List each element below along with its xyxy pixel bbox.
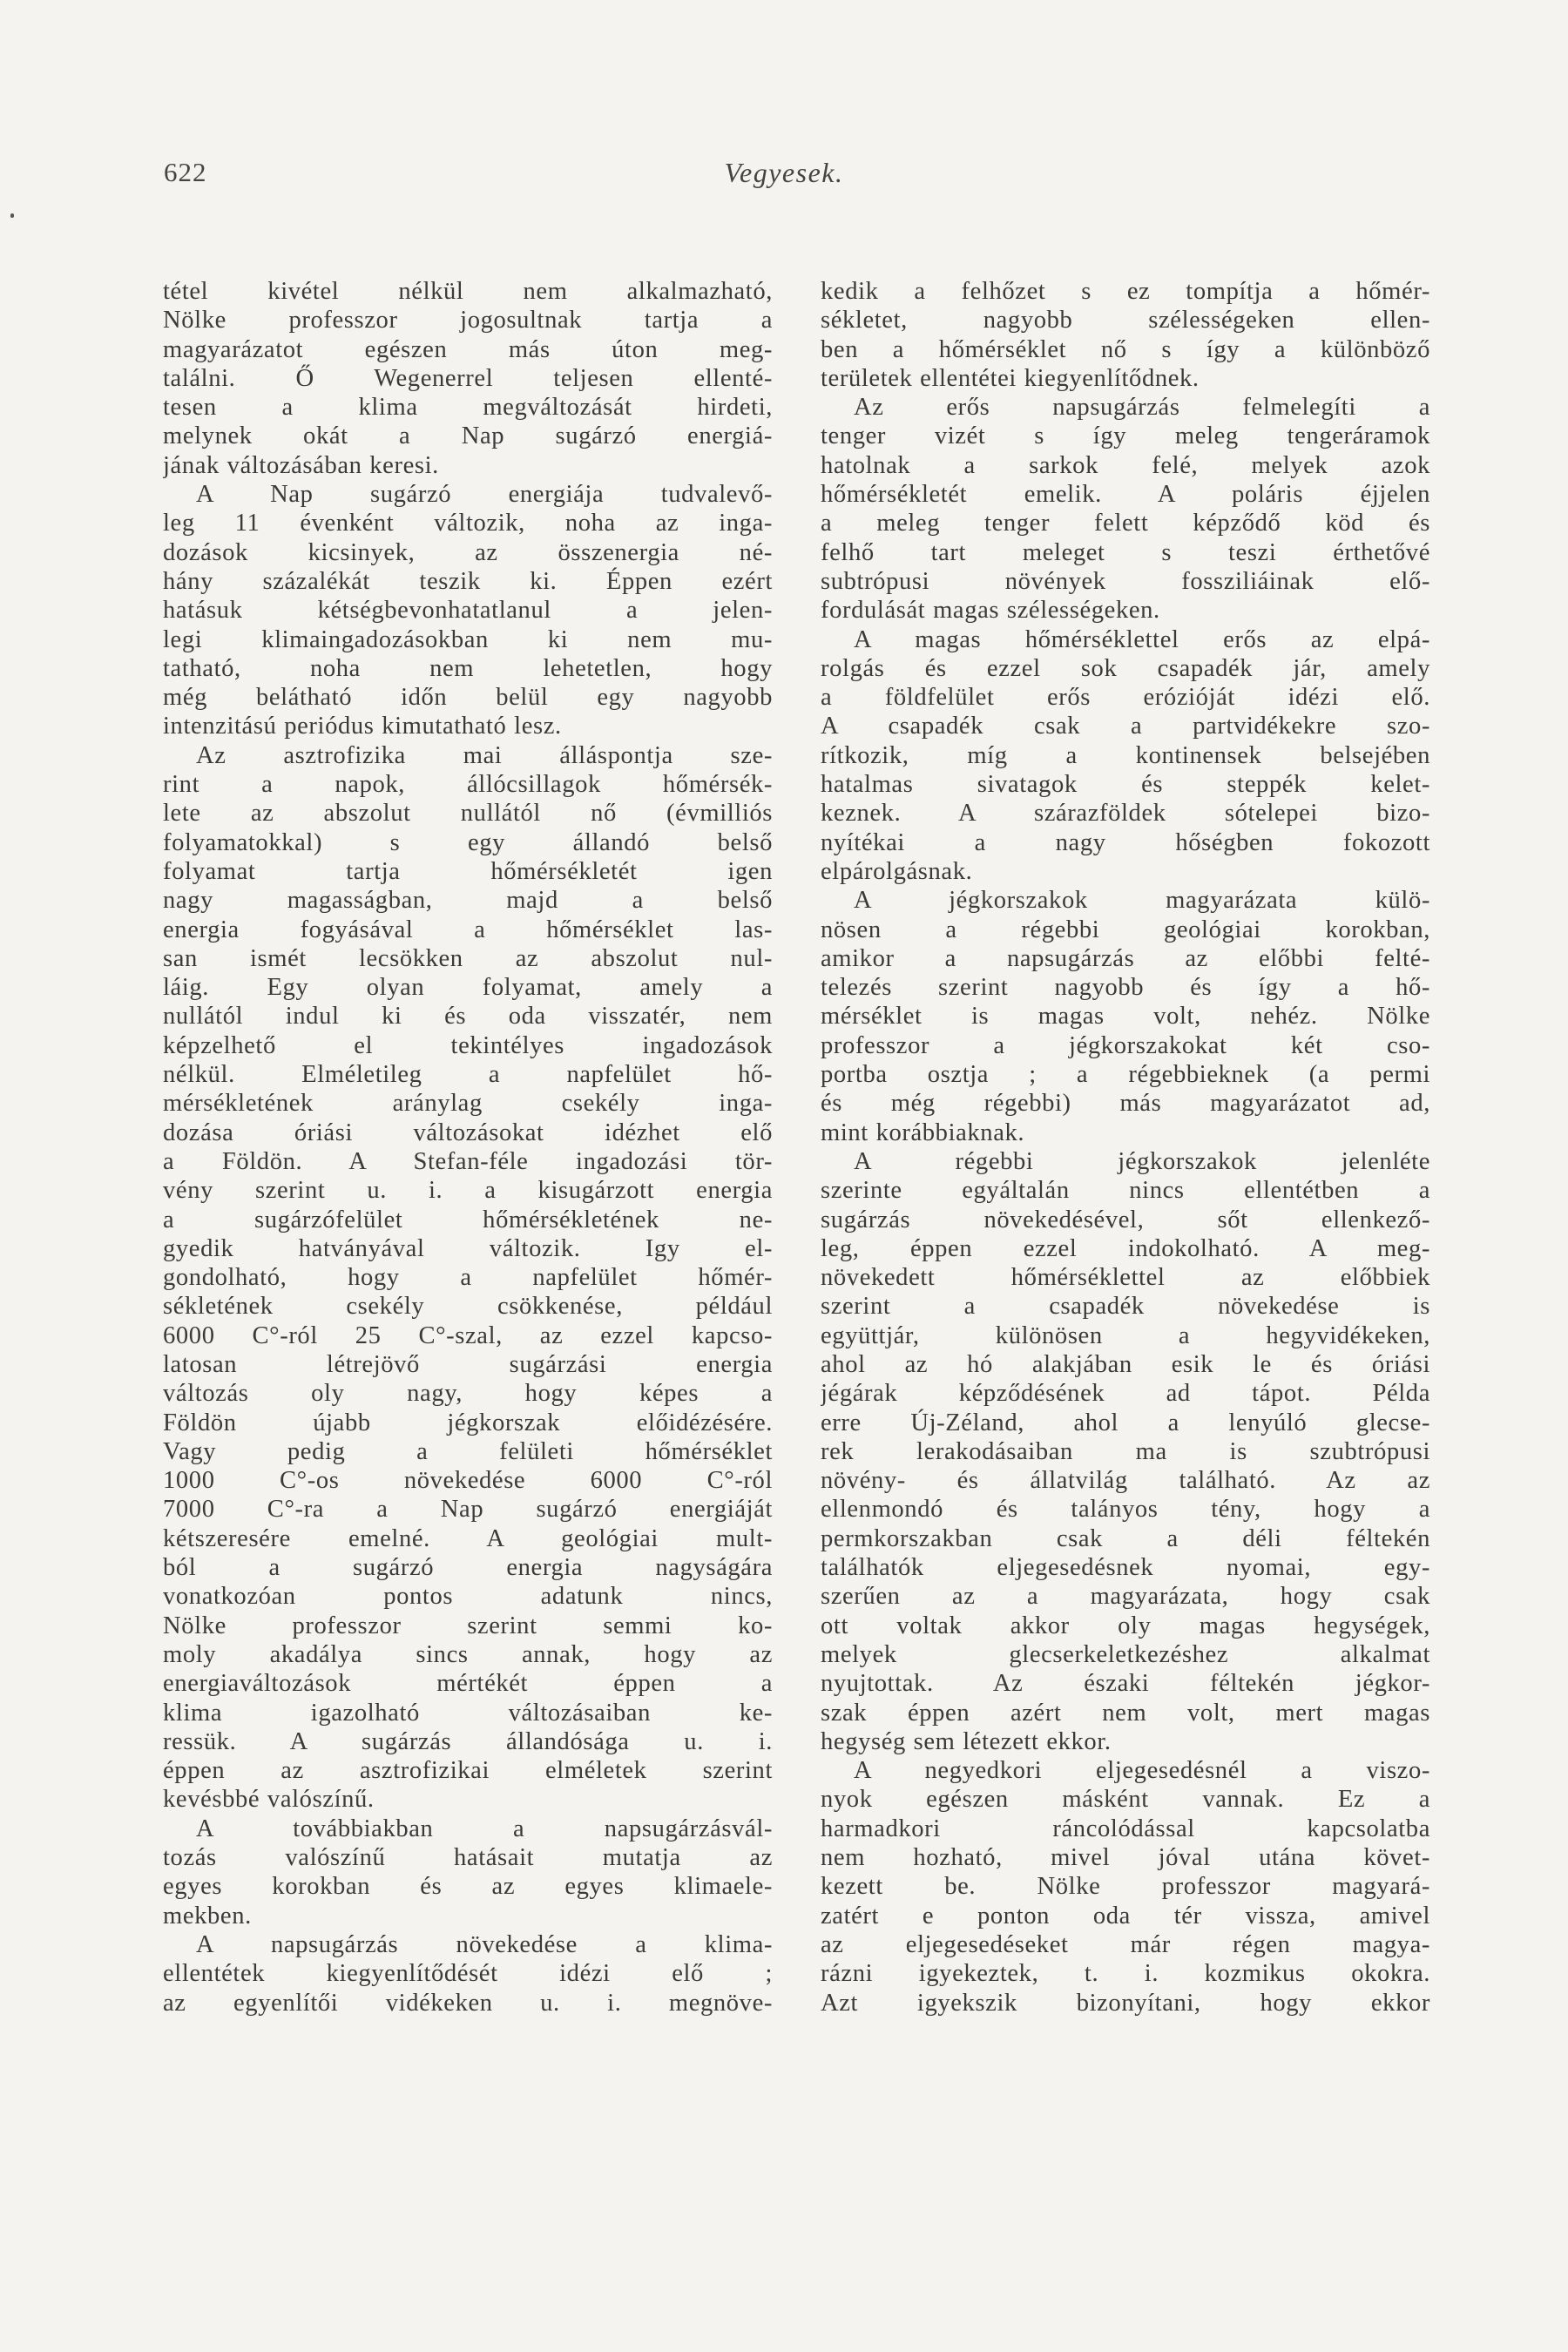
text-line: tatható, noha nem lehetetlen, hogy xyxy=(163,654,773,682)
text-line: intenzitású periódus kimutatható lesz. xyxy=(163,713,562,740)
text-line: melynek okát a Nap sugárzó energiá- xyxy=(163,422,773,450)
text-line: hány százalékát teszik ki. Éppen ezért xyxy=(163,567,773,595)
text-line: nyítékai a nagy hőségben fokozott xyxy=(821,828,1430,856)
text-line: ellentétek kiegyenlítődését idézi elő ; xyxy=(163,1960,773,1988)
text-line: klima igazolható változásaiban ke- xyxy=(163,1699,773,1727)
text-line: tétel kivétel nélkül nem alkalmazható, xyxy=(163,278,773,305)
text-line: A régebbi jégkorszakok jelenléte xyxy=(854,1147,1430,1175)
text-line: nösen a régebbi geológiai korokban, xyxy=(821,916,1430,943)
text-line: rázni igyekeztek, t. i. kozmikus okokra. xyxy=(821,1960,1430,1988)
text-line: nyujtottak. Az északi féltekén jégkor- xyxy=(821,1670,1430,1698)
text-line: subtrópusi növények fossziliáinak elő- xyxy=(821,567,1430,595)
text-line: területek ellentétei kiegyenlítődnek. xyxy=(821,364,1200,392)
text-line: zatért e ponton oda tér vissza, amivel xyxy=(821,1902,1430,1930)
text-line: ressük. A sugárzás állandósága u. i. xyxy=(163,1727,773,1755)
text-line: folyamat tartja hőmérsékletét igen xyxy=(163,857,773,885)
margin-speck xyxy=(10,213,14,218)
text-line: san ismét lecsökken az abszolut nul- xyxy=(163,944,773,972)
text-line: folyamatokkal) s egy állandó belső xyxy=(163,828,773,856)
text-line: tesen a klima megváltozását hirdeti, xyxy=(163,394,773,422)
text-line: erre Új-Zéland, ahol a lenyúló glecse- xyxy=(821,1409,1430,1436)
text-line: mint korábbiaknak. xyxy=(821,1119,1025,1146)
text-line: láig. Egy olyan folyamat, amely a xyxy=(163,974,773,1002)
text-line: professzor a jégkorszakokat két cso- xyxy=(821,1031,1430,1059)
text-line: rek lerakodásaiban ma is szubtrópusi xyxy=(821,1437,1430,1465)
text-line: éppen az asztrofizikai elméletek szerint xyxy=(163,1757,773,1785)
text-line: nem hozható, mivel jóval utána követ- xyxy=(821,1844,1430,1872)
text-line: leg, éppen ezzel indokolható. A meg- xyxy=(821,1234,1430,1262)
text-line: permkorszakban csak a déli féltekén xyxy=(821,1524,1430,1552)
text-line: A jégkorszakok magyarázata külö- xyxy=(854,887,1430,915)
text-line: jégárak képződésének ad tápot. Példa xyxy=(821,1380,1430,1408)
text-line: kedik a felhőzet s ez tompítja a hőmér- xyxy=(821,278,1430,305)
text-line: találhatók eljegesedésnek nyomai, egy- xyxy=(821,1554,1430,1582)
text-line: Az asztrofizika mai álláspontja sze- xyxy=(196,741,773,769)
text-line: kevésbbé valószínű. xyxy=(163,1786,375,1814)
text-line: fordulását magas szélességeken. xyxy=(821,597,1160,625)
text-line: dozása óriási változásokat idézhet elő xyxy=(163,1119,773,1146)
text-line: gyedik hatványával változik. Igy el- xyxy=(163,1234,773,1262)
text-line: az egyenlítői vidékeken u. i. megnöve- xyxy=(163,1989,773,2017)
text-line: mérsékletének aránylag csekély inga- xyxy=(163,1090,773,1118)
text-line: ellenmondó és talányos tény, hogy a xyxy=(821,1496,1430,1524)
text-line: energiaváltozások mértékét éppen a xyxy=(163,1670,773,1698)
text-line: vény szerint u. i. a kisugárzott energia xyxy=(163,1177,773,1205)
text-line: A csapadék csak a partvidékekre szo- xyxy=(821,713,1430,740)
text-line: 6000 C°-ról 25 C°-szal, az ezzel kapcso- xyxy=(163,1321,773,1349)
text-line: telezés szerint nagyobb és így a hő- xyxy=(821,974,1430,1002)
text-line: mérséklet is magas volt, nehéz. Nölke xyxy=(821,1003,1430,1031)
text-line: A magas hőmérséklettel erős az elpá- xyxy=(854,625,1430,653)
text-line: ott voltak akkor oly magas hegységek, xyxy=(821,1612,1430,1639)
text-line: Vagy pedig a felületi hőmérséklet xyxy=(163,1437,773,1465)
text-line: A napsugárzás növekedése a klima- xyxy=(196,1930,773,1958)
text-line: együttjár, különösen a hegyvidékeken, xyxy=(821,1321,1430,1349)
text-line: leg 11 évenként változik, noha az inga- xyxy=(163,510,773,537)
text-line: növekedett hőmérséklettel az előbbiek xyxy=(821,1264,1430,1292)
text-line: nagy magasságban, majd a belső xyxy=(163,887,773,915)
text-line: A Nap sugárzó energiája tudvalevő- xyxy=(196,481,773,509)
text-line: nullától indul ki és oda visszatér, nem xyxy=(163,1003,773,1031)
text-line: gondolható, hogy a napfelület hőmér- xyxy=(163,1264,773,1292)
text-line: találni. Ő Wegenerrel teljesen ellenté- xyxy=(163,364,773,392)
text-line: szak éppen azért nem volt, mert magas xyxy=(821,1699,1430,1727)
text-line: vonatkozóan pontos adatunk nincs, xyxy=(163,1583,773,1611)
text-line: elpárolgásnak. xyxy=(821,857,973,885)
text-line: 1000 C°-os növekedése 6000 C°-ról xyxy=(163,1467,773,1495)
text-line: képzelhető el tekintélyes ingadozások xyxy=(163,1031,773,1059)
text-line: rint a napok, állócsillagok hőmérsék- xyxy=(163,771,773,799)
text-line: legi klimaingadozásokban ki nem mu- xyxy=(163,625,773,653)
text-line: lete az abszolut nullától nő (évmilliós xyxy=(163,800,773,828)
text-line: magyarázatot egészen más úton meg- xyxy=(163,335,773,363)
text-line: sékletet, nagyobb szélességeken ellen- xyxy=(821,307,1430,335)
text-line: a Földön. A Stefan-féle ingadozási tör- xyxy=(163,1147,773,1175)
left-column xyxy=(163,277,773,2228)
text-line: a meleg tenger felett képződő köd és xyxy=(821,510,1430,537)
text-line: sugárzás növekedésével, sőt ellenkező- xyxy=(821,1206,1430,1233)
text-line: A továbbiakban a napsugárzásvál- xyxy=(196,1815,773,1842)
text-line: Azt igyekszik bizonyítani, hogy ekkor xyxy=(821,1989,1430,2017)
text-line: nyok egészen másként vannak. Ez a xyxy=(821,1786,1430,1814)
text-line: hatalmas sivatagok és steppék kelet- xyxy=(821,771,1430,799)
text-line: energia fogyásával a hőmérséklet las- xyxy=(163,916,773,943)
text-line: latosan létrejövő sugárzási energia xyxy=(163,1350,773,1378)
running-title: Vegyesek. xyxy=(724,157,844,188)
text-line: jának változásában keresi. xyxy=(163,451,439,479)
text-line: szerinte egyáltalán nincs ellentétben a xyxy=(821,1177,1430,1205)
text-line: Nölke professzor jogosultnak tartja a xyxy=(163,307,773,335)
page-header xyxy=(164,157,1404,192)
text-line: és még régebbi) más magyarázatot ad, xyxy=(821,1090,1430,1118)
text-line: keznek. A szárazföldek sótelepei bizo- xyxy=(821,800,1430,828)
text-line: dozások kicsinyek, az összenergia né- xyxy=(163,538,773,566)
text-line: portba osztja ; a régebbieknek (a permi xyxy=(821,1061,1430,1089)
text-line: Az erős napsugárzás felmelegíti a xyxy=(854,394,1430,422)
text-line: tozás valószínű hatásait mutatja az xyxy=(163,1844,773,1872)
text-line: nélkül. Elméletileg a napfelület hő- xyxy=(163,1061,773,1089)
page-number: 622 xyxy=(164,157,207,187)
text-line: hatolnak a sarkok felé, melyek azok xyxy=(821,451,1430,479)
text-line: moly akadálya sincs annak, hogy az xyxy=(163,1640,773,1668)
text-line: Földön újabb jégkorszak előidézésére. xyxy=(163,1409,773,1436)
text-line: szerint a csapadék növekedése is xyxy=(821,1293,1430,1321)
text-line: felhő tart meleget s teszi érthetővé xyxy=(821,538,1430,566)
text-line: szerűen az a magyarázata, hogy csak xyxy=(821,1583,1430,1611)
text-line: ahol az hó alakjában esik le és óriási xyxy=(821,1350,1430,1378)
text-line: kétszeresére emelné. A geológiai mult- xyxy=(163,1524,773,1552)
text-line: rolgás és ezzel sok csapadék jár, amely xyxy=(821,654,1430,682)
text-line: 7000 C°-ra a Nap sugárzó energiáját xyxy=(163,1496,773,1524)
text-line: hőmérsékletét emelik. A poláris éjjelen xyxy=(821,481,1430,509)
text-line: változás oly nagy, hogy képes a xyxy=(163,1380,773,1408)
text-line: a földfelület erős erózióját idézi elő. xyxy=(821,684,1430,712)
text-line: amikor a napsugárzás az előbbi felté- xyxy=(821,944,1430,972)
text-line: ból a sugárzó energia nagyságára xyxy=(163,1554,773,1582)
text-line: tenger vizét s így meleg tengeráramok xyxy=(821,422,1430,450)
text-line: az eljegesedéseket már régen magya- xyxy=(821,1930,1430,1958)
text-line: mekben. xyxy=(163,1902,252,1930)
text-line: a sugárzófelület hőmérsékletének ne- xyxy=(163,1206,773,1233)
text-line: hegység sem létezett ekkor. xyxy=(821,1727,1112,1755)
text-line: egyes korokban és az egyes klimaele- xyxy=(163,1873,773,1901)
text-line: hatásuk kétségbevonhatatlanul a jelen- xyxy=(163,597,773,625)
text-line: kezett be. Nölke professzor magyará- xyxy=(821,1873,1430,1901)
text-line: A negyedkori eljegesedésnél a viszo- xyxy=(854,1757,1430,1785)
text-line: ben a hőmérséklet nő s így a különböző xyxy=(821,335,1430,363)
text-line: harmadkori ráncolódással kapcsolatba xyxy=(821,1815,1430,1842)
text-line: növény- és állatvilág található. Az az xyxy=(821,1467,1430,1495)
text-line: rítkozik, míg a kontinensek belsejében xyxy=(821,741,1430,769)
right-column xyxy=(821,277,1430,2228)
text-line: Nölke professzor szerint semmi ko- xyxy=(163,1612,773,1639)
text-line: még belátható időn belül egy nagyobb xyxy=(163,684,773,712)
text-line: melyek glecserkeletkezéshez alkalmat xyxy=(821,1640,1430,1668)
text-line: sékletének csekély csökkenése, például xyxy=(163,1293,773,1321)
